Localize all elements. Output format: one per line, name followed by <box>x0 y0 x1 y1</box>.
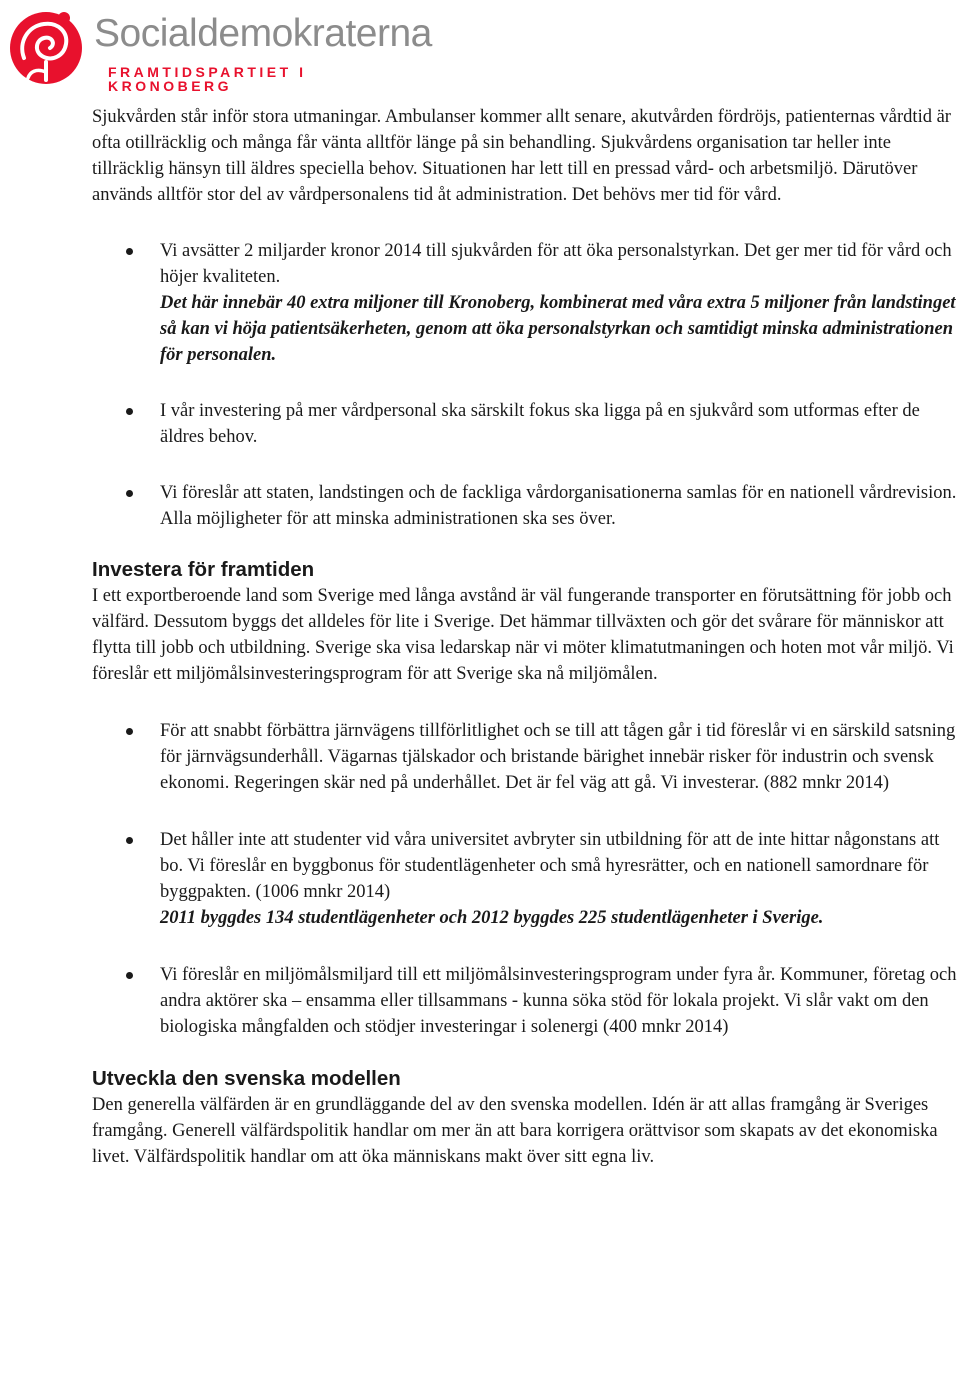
bullet-icon <box>126 972 133 979</box>
bullet-icon <box>126 408 133 415</box>
document-body <box>92 104 958 1170</box>
bullet-text: Vi föreslår en miljömålsmiljard till ett miljömålsinvesteringsprogram under fyra år. Kommuner, företag och andra aktörer ska – ensamma eller tillsammans - kunna söka stöd för lokala projekt. Vi slår vakt om den biologiska mångfalden och stödjer investeringar i solenergi (400 mnkr 2014) <box>160 965 957 1037</box>
rose-icon <box>6 6 86 86</box>
bullet-text: Det håller inte att studenter vid våra universitet avbryter sin utbildning för att de inte hittar någonstans att bo. Vi föreslår en byggbonus för studentlägenheter och små hyresrätter, och en nationell samordnare för byggpakten. (1006 mnkr 2014) <box>160 830 940 902</box>
brand-subtitle: FRAMTIDSPARTIET I KRONOBERG <box>108 64 307 94</box>
section-paragraph-invest: I ett exportberoende land som Sverige med långa avstånd är väl fungerande transporter en förutsättning för jobb och välfärd. Dessutom byggs det alldeles för lite i Sverige. Det hämmar tillväxten och gör det svårare för människor att flytta till jobb och utbildning. Sverige ska visa ledarskap när vi möter klimatutmaningen och hoten mot vår miljö. Vi föreslår ett miljömålsinvesteringsprogram för att Sverige ska nå miljömålen. <box>92 586 954 684</box>
intro-paragraph: Sjukvården står inför stora utmaningar. Ambulanser kommer allt senare, akutvården fördröjs, patienternas vårdtid är ofta otillräcklig och många får vänta alltför länge på sin behandling. Sjukvårdens organisation tar heller inte tillräcklig hänsyn till äldres speciella behov. Situationen har lett till en pressad vård- och arbetsmiljö. Därutöver används alltför stor del av vårdpersonalens tid åt administration. Det behövs mer tid för vård. <box>92 107 951 205</box>
bullet-icon <box>126 248 133 255</box>
bullet-icon <box>126 728 133 735</box>
bullet-list-healthcare <box>92 238 958 532</box>
bullet-icon <box>126 837 133 844</box>
section-heading-model: Utveckla den svenska modellen <box>92 1067 401 1090</box>
bullet-text: För att snabbt förbättra järnvägens tillförlitlighet och se till att tågen går i tid föreslår vi en särskild satsning för järnvägsunderhåll. Vägarnas tjälskador och bristande bärighet innebär risker för industrin och svensk ekonomi. Regeringen skär ned på underhållet. Det är fel väg att gå. Vi investerar. (882 mnkr 2014) <box>160 721 956 793</box>
header <box>6 6 432 94</box>
bullet-text: Vi avsätter 2 miljarder kronor 2014 till sjukvården för att öka personalstyrkan. Det ger mer tid för vård och höjer kvaliteten. <box>160 241 952 287</box>
bullet-text: I vår investering på mer vårdpersonal ska särskilt fokus ska ligga på en sjukvård som utformas efter de äldres behov. <box>160 401 920 447</box>
list-item <box>92 238 958 368</box>
section-heading-invest: Investera för framtiden <box>92 558 315 581</box>
list-item <box>92 827 958 931</box>
bullet-text: Vi föreslår att staten, landstingen och de fackliga vårdorganisationerna samlas för en nationell vårdrevision. Alla möjligheter för att minska administrationen ska ses över. <box>160 483 957 529</box>
list-item <box>92 718 958 796</box>
brand-name: Socialdemokraterna <box>94 12 432 55</box>
section-paragraph-model: Den generella välfärden är en grundläggande del av den svenska modellen. Idén är att allas framgång är Sveriges framgång. Generell välfärdspolitik handlar om mer än att bara korrigera orättvisor som skapats av det ekonomiska livet. Välfärdspolitik handlar om att öka människans makt över sitt egna liv. <box>92 1095 938 1167</box>
list-item <box>92 398 958 450</box>
list-item <box>92 480 958 532</box>
bullet-emphasis: 2011 byggdes 134 studentlägenheter och 2012 byggdes 225 studentlägenheter i Sverige. <box>160 908 824 928</box>
list-item <box>92 962 958 1040</box>
bullet-icon <box>126 490 133 497</box>
bullet-list-invest <box>92 718 958 1040</box>
bullet-emphasis: Det här innebär 40 extra miljoner till Kronoberg, kombinerat med våra extra 5 miljoner från landstinget så kan vi höja patientsäkerheten, genom att öka personalstyrkan och samtidigt minska administrationen för personalen. <box>160 293 956 365</box>
